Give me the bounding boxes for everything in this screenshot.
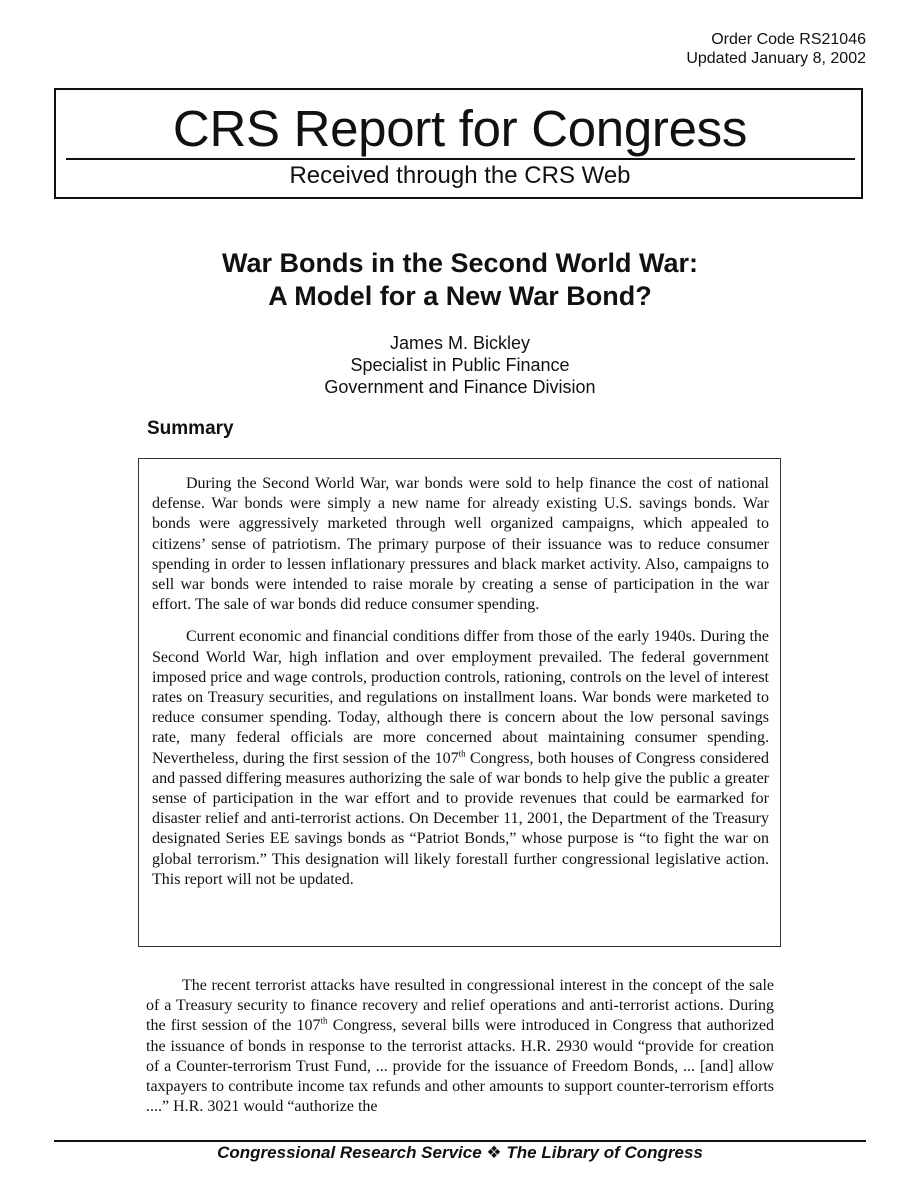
report-title-line2: A Model for a New War Bond? [268,281,652,311]
summary-paragraph-1: During the Second World War, war bonds were sold to help finance the cost of national defense. War bonds were simply a new name for already existing U.S. savings bonds. War bonds were aggressively marketed through well organized campaigns, which appealed to citizens’ sense of patriotism. The primary purpose of their issuance was to reduce consumer spending in order to lessen inflationary pressures and black market activity. Also, campaigns to sell war bonds were intended to raise morale by creating a sense of participation in the war effort. The sale of war bonds did reduce consumer spending. [152,475,769,614]
footer-loc: The Library of Congress [506,1143,703,1162]
body-text [146,976,774,1117]
crs-banner-rule [66,158,855,160]
summary-paragraph-2: Current economic and financial conditions differ from those of the early 1940s. During the Second World War, high inflation and over employment prevailed. The federal government imposed price and wage controls, production controls, rationing, controls on the level of interest rates on Treasury securities, and regulations on installment loans. War bonds were marketed to reduce consumer spending. Today, although there is concern about the low personal savings rate, many federal officials are more concerned about maintaining consumer spending. Nevertheless, during the first session of the 107th Congress, both houses of Congress considered and passed differing measures authorizing the sale of war bonds to help give the public a greater sense of participation in the war effort and to provide revenues that could be earmarked for disaster relief and anti-terrorist actions. On December 11, 2001, the Department of the Treasury designated Series EE savings bonds as “Patriot Bonds,” whose purpose is “to fight the war on global terrorism.” This designation will likely forestall further congressional legislative action. This report will not be updated. [152,628,770,888]
updated-date: Updated January 8, 2002 [686,50,866,67]
author-name: James M. Bickley [389,333,531,353]
page-footer [0,1143,920,1163]
summary-text [152,474,769,902]
report-title-line1: War Bonds in the Second World War: [221,248,698,278]
footer-diamond-icon: ❖ [486,1143,502,1162]
footer-rule [54,1140,866,1142]
author-title: Specialist in Public Finance [350,355,570,375]
crs-banner-subtitle: Received through the CRS Web [289,162,631,189]
footer-crs: Congressional Research Service [217,1143,482,1162]
order-code-block [686,30,866,68]
author-block [0,332,920,398]
author-division: Government and Finance Division [324,377,596,397]
crs-banner-title: CRS Report for Congress [172,100,748,157]
body-paragraph-1: The recent terrorist attacks have resulted in congressional interest in the concept of the sale of a Treasury security to finance recovery and relief operations and anti-terrorist actions. During the first session of the 107th Congress, several bills were introduced in Congress that authorized the issuance of bonds in response to the terrorist attacks. H.R. 2930 would “provide for creation of a Counter-terrorism Trust Fund, ... provide for the issuance of Freedom Bonds, ... [and] allow taxpayers to contribute income tax refunds and other amounts to support counter-terrorism efforts ....” H.R. 3021 would “authorize the [146,977,775,1116]
order-code: Order Code RS21046 [711,31,866,48]
summary-heading: Summary [147,418,234,439]
report-title [0,247,920,313]
